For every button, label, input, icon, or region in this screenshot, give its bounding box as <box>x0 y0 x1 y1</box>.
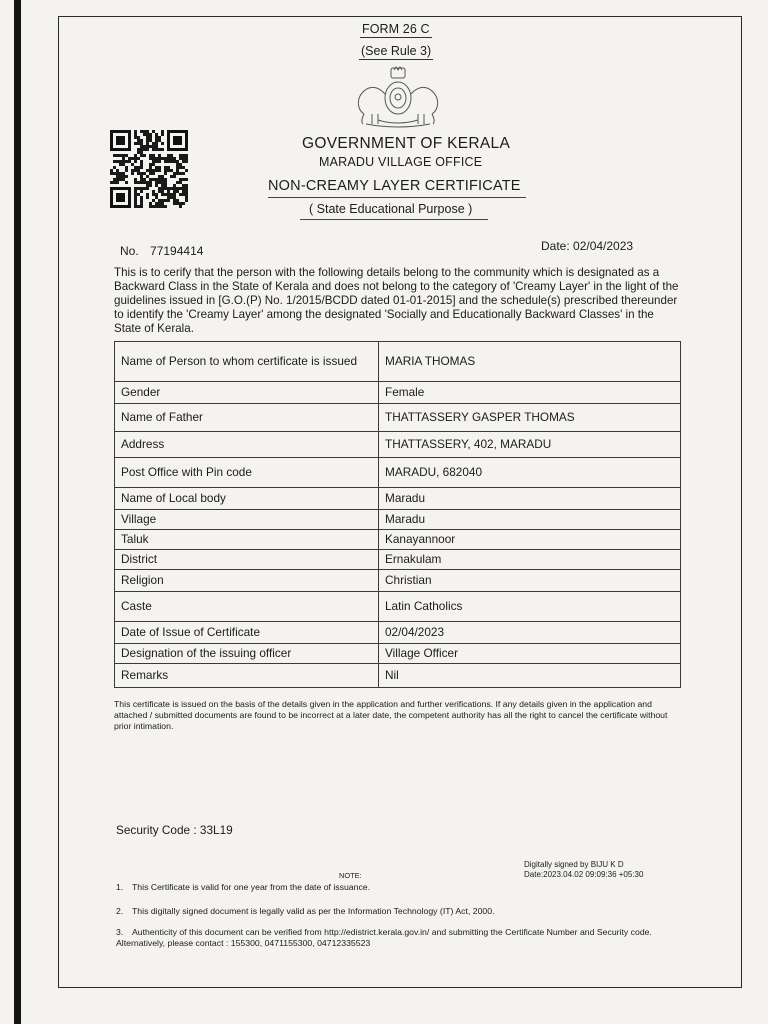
note-label: NOTE: <box>339 871 362 880</box>
detail-value: MARADU, 682040 <box>379 458 681 488</box>
government-title: GOVERNMENT OF KERALA <box>302 135 511 152</box>
detail-row <box>115 530 681 550</box>
detail-label: Village <box>115 510 379 530</box>
detail-value: Village Officer <box>379 644 681 664</box>
note-item: 3. Authenticity of this document can be verified from http://edistrict.kerala.gov.in/ and submitting the Certificate Number and Security code. Alternatively, please contact : 155300, 0471155300, 04712335523 <box>116 927 652 948</box>
title-underline <box>268 197 526 198</box>
detail-label: Name of Local body <box>115 488 379 510</box>
kerala-emblem-icon <box>348 66 448 128</box>
detail-row <box>115 432 681 458</box>
detail-row <box>115 404 681 432</box>
detail-value: Ernakulam <box>379 550 681 570</box>
detail-value: Maradu <box>379 488 681 510</box>
form-rule-reference: (See Rule 3) <box>361 44 432 58</box>
note-item: 1. This Certificate is valid for one year from the date of issuance. <box>116 882 371 892</box>
certificate-title: NON-CREAMY LAYER CERTIFICATE <box>268 178 521 194</box>
detail-value: Female <box>379 382 681 404</box>
detail-row <box>115 488 681 510</box>
detail-row <box>115 570 681 592</box>
detail-value: MARIA THOMAS <box>379 342 681 382</box>
qr-code <box>110 130 188 208</box>
form-number: FORM 26 C <box>362 22 430 36</box>
detail-label: Address <box>115 432 379 458</box>
digital-signature <box>524 860 643 880</box>
detail-label: Post Office with Pin code <box>115 458 379 488</box>
certificate-purpose: ( State Educational Purpose ) <box>309 202 473 216</box>
signature-date: Date:2023.04.02 09:09:36 +05:30 <box>524 870 644 879</box>
purpose-underline <box>300 219 488 220</box>
detail-label: Designation of the issuing officer <box>115 644 379 664</box>
signature-signer: Digitally signed by BIJU K D <box>524 860 624 869</box>
detail-label: Taluk <box>115 530 379 550</box>
detail-label: Name of Father <box>115 404 379 432</box>
detail-row <box>115 550 681 570</box>
detail-label: Remarks <box>115 664 379 688</box>
detail-row <box>115 382 681 404</box>
details-table <box>114 341 681 688</box>
detail-row <box>115 510 681 530</box>
security-code: Security Code : 33L19 <box>116 823 233 837</box>
certificate-number-label: No. <box>120 244 139 258</box>
office-name: MARADU VILLAGE OFFICE <box>319 155 483 169</box>
detail-row <box>115 458 681 488</box>
detail-label: Caste <box>115 592 379 622</box>
detail-row <box>115 342 681 382</box>
note-item: 2. This digitally signed document is legally valid as per the Information Technology (IT) Act, 2000. <box>116 906 495 916</box>
detail-value: Christian <box>379 570 681 592</box>
detail-value: Nil <box>379 664 681 688</box>
detail-value: Latin Catholics <box>379 592 681 622</box>
detail-value: 02/04/2023 <box>379 622 681 644</box>
detail-label: Religion <box>115 570 379 592</box>
detail-label: District <box>115 550 379 570</box>
detail-row <box>115 622 681 644</box>
detail-label: Gender <box>115 382 379 404</box>
detail-value: Kanayannoor <box>379 530 681 550</box>
detail-row <box>115 664 681 688</box>
detail-value: Maradu <box>379 510 681 530</box>
detail-row <box>115 592 681 622</box>
certificate-date: Date: 02/04/2023 <box>541 239 634 253</box>
certificate-number <box>120 244 203 258</box>
intro-paragraph: This is to cerify that the person with the following details belong to the community which is designated as a Backward Class in the State of Kerala and does not belong to the category of 'Creamy Layer' in the light of the guidelines issued in [G.O.(P) No. 1/2015/BCDD dated 01-01-2015] and the schedule(s) prescribed thereunder to identify the 'Creamy Layer' among the designated 'Socially and Educationally Backward Classes' in the State of Kerala. <box>114 266 679 335</box>
disclaimer-text: This certificate is issued on the basis of the details given in the application and further verifications. If any details given in the application and attached / submitted documents are found to be incorrect at a later date, the competent authority has all the right to cancel the certificate without prior intimation. <box>114 699 668 731</box>
detail-label: Date of Issue of Certificate <box>115 622 379 644</box>
certificate-number-value: 77194414 <box>150 244 204 258</box>
page-edge-shadow <box>14 0 21 1024</box>
detail-label: Name of Person to whom certificate is issued <box>115 342 379 382</box>
detail-value: THATTASSERY GASPER THOMAS <box>379 404 681 432</box>
detail-row <box>115 644 681 664</box>
detail-value: THATTASSERY, 402, MARADU <box>379 432 681 458</box>
